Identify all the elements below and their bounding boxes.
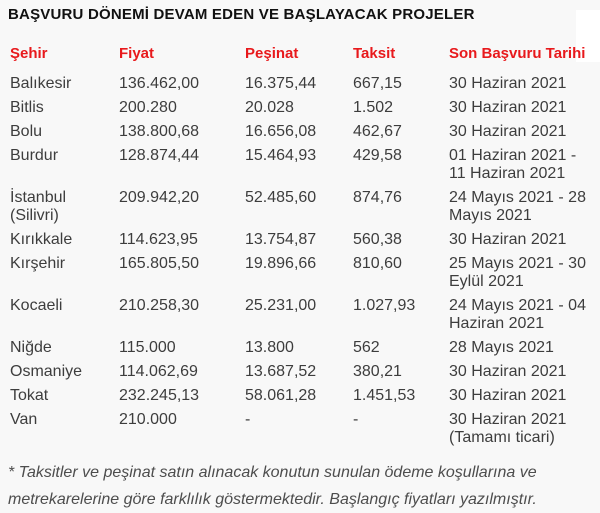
cell-down-payment: 16.656,08 xyxy=(245,123,317,140)
cell-deadline: 24 Mayıs 2021 - 28 Mayıs 2021 xyxy=(449,189,586,224)
cell-installment: 562 xyxy=(353,339,380,356)
cell-deadline: 30 Haziran 2021 xyxy=(449,75,567,92)
cell-installment: 810,60 xyxy=(353,255,402,272)
cell-deadline: 30 Haziran 2021 xyxy=(449,231,567,248)
cell-deadline: 01 Haziran 2021 - 11 Haziran 2021 xyxy=(449,147,577,182)
cell-installment: 1.027,93 xyxy=(353,297,416,314)
cell-down-payment: 13.800 xyxy=(245,339,294,356)
cell-price: 200.280 xyxy=(119,99,177,116)
cell-down-payment: 19.896,66 xyxy=(245,255,317,272)
table-row xyxy=(10,252,599,294)
column-header-city: Şehir xyxy=(10,45,48,62)
cell-price: 114.623,95 xyxy=(119,231,198,248)
cell-installment: - xyxy=(353,411,359,428)
footnote-text: * Taksitler ve peşinat satın alınacak konutun sunulan ödeme koşullarına ve metrekarelerine göre farklılık göstermektedir. Başlangıç fiyatları yazılmıştır. xyxy=(8,464,537,508)
cell-city: Kocaeli xyxy=(10,297,63,314)
article-content xyxy=(8,6,600,513)
cell-down-payment: 13.754,87 xyxy=(245,231,317,248)
table-header-row xyxy=(10,42,599,72)
cell-price: 210.258,30 xyxy=(119,297,200,314)
table-row xyxy=(10,408,599,450)
column-header-installment: Taksit xyxy=(353,45,396,62)
cell-city: Kırıkkale xyxy=(10,231,73,248)
cell-installment: 1.502 xyxy=(353,99,394,116)
cell-price: 165.805,50 xyxy=(119,255,200,272)
cell-deadline: 30 Haziran 2021 xyxy=(449,387,567,404)
cell-down-payment: 15.464,93 xyxy=(245,147,317,164)
table-row xyxy=(10,384,599,408)
column-header-deadline: Son Başvuru Tarihi xyxy=(449,45,586,62)
cell-deadline: 30 Haziran 2021 (Tamamı ticari) xyxy=(449,411,567,446)
cell-installment: 380,21 xyxy=(353,363,402,380)
cell-down-payment: 25.231,00 xyxy=(245,297,317,314)
cell-down-payment: 58.061,28 xyxy=(245,387,317,404)
cell-city: Van xyxy=(10,411,38,428)
cell-city: Bolu xyxy=(10,123,43,140)
cell-city: İstanbul (Silivri) xyxy=(10,189,67,224)
cell-city: Kırşehir xyxy=(10,255,66,272)
cell-installment: 667,15 xyxy=(353,75,402,92)
table-row xyxy=(10,336,599,360)
cell-city: Balıkesir xyxy=(10,75,72,92)
table-row xyxy=(10,228,599,252)
table-row xyxy=(10,120,599,144)
cell-deadline: 28 Mayıs 2021 xyxy=(449,339,554,356)
cell-down-payment: 20.028 xyxy=(245,99,294,116)
cell-down-payment: - xyxy=(245,411,251,428)
column-header-down-payment: Peşinat xyxy=(245,45,299,62)
cell-price: 114.062,69 xyxy=(119,363,198,380)
cell-installment: 1.451,53 xyxy=(353,387,416,404)
cell-down-payment: 52.485,60 xyxy=(245,189,317,206)
cell-price: 115.000 xyxy=(119,339,176,356)
cell-price: 138.800,68 xyxy=(119,123,200,140)
cell-deadline: 30 Haziran 2021 xyxy=(449,123,567,140)
cell-installment: 560,38 xyxy=(353,231,402,248)
cell-price: 209.942,20 xyxy=(119,189,200,206)
page-title: BAŞVURU DÖNEMİ DEVAM EDEN VE BAŞLAYACAK PROJELER xyxy=(8,6,475,23)
cell-city: Burdur xyxy=(10,147,59,164)
table-row xyxy=(10,96,599,120)
cell-down-payment: 13.687,52 xyxy=(245,363,317,380)
table-row xyxy=(10,72,599,96)
cell-price: 232.245,13 xyxy=(119,387,200,404)
cell-deadline: 30 Haziran 2021 xyxy=(449,99,567,116)
cell-deadline: 24 Mayıs 2021 - 04 Haziran 2021 xyxy=(449,297,586,332)
cell-price: 128.874,44 xyxy=(119,147,200,164)
cell-down-payment: 16.375,44 xyxy=(245,75,317,92)
cell-installment: 462,67 xyxy=(353,123,402,140)
cell-price: 210.000 xyxy=(119,411,177,428)
cell-city: Bitlis xyxy=(10,99,44,116)
cell-installment: 429,58 xyxy=(353,147,402,164)
cell-price: 136.462,00 xyxy=(119,75,200,92)
cell-deadline: 25 Mayıs 2021 - 30 Eylül 2021 xyxy=(449,255,586,290)
table-row xyxy=(10,294,599,336)
cell-city: Niğde xyxy=(10,339,52,356)
table-row xyxy=(10,360,599,384)
cell-city: Osmaniye xyxy=(10,363,83,380)
cell-deadline: 30 Haziran 2021 xyxy=(449,363,567,380)
cell-installment: 874,76 xyxy=(353,189,402,206)
table-row xyxy=(10,144,599,186)
column-header-price: Fiyat xyxy=(119,45,155,62)
cell-city: Tokat xyxy=(10,387,49,404)
projects-table xyxy=(10,42,599,450)
table-row xyxy=(10,186,599,228)
